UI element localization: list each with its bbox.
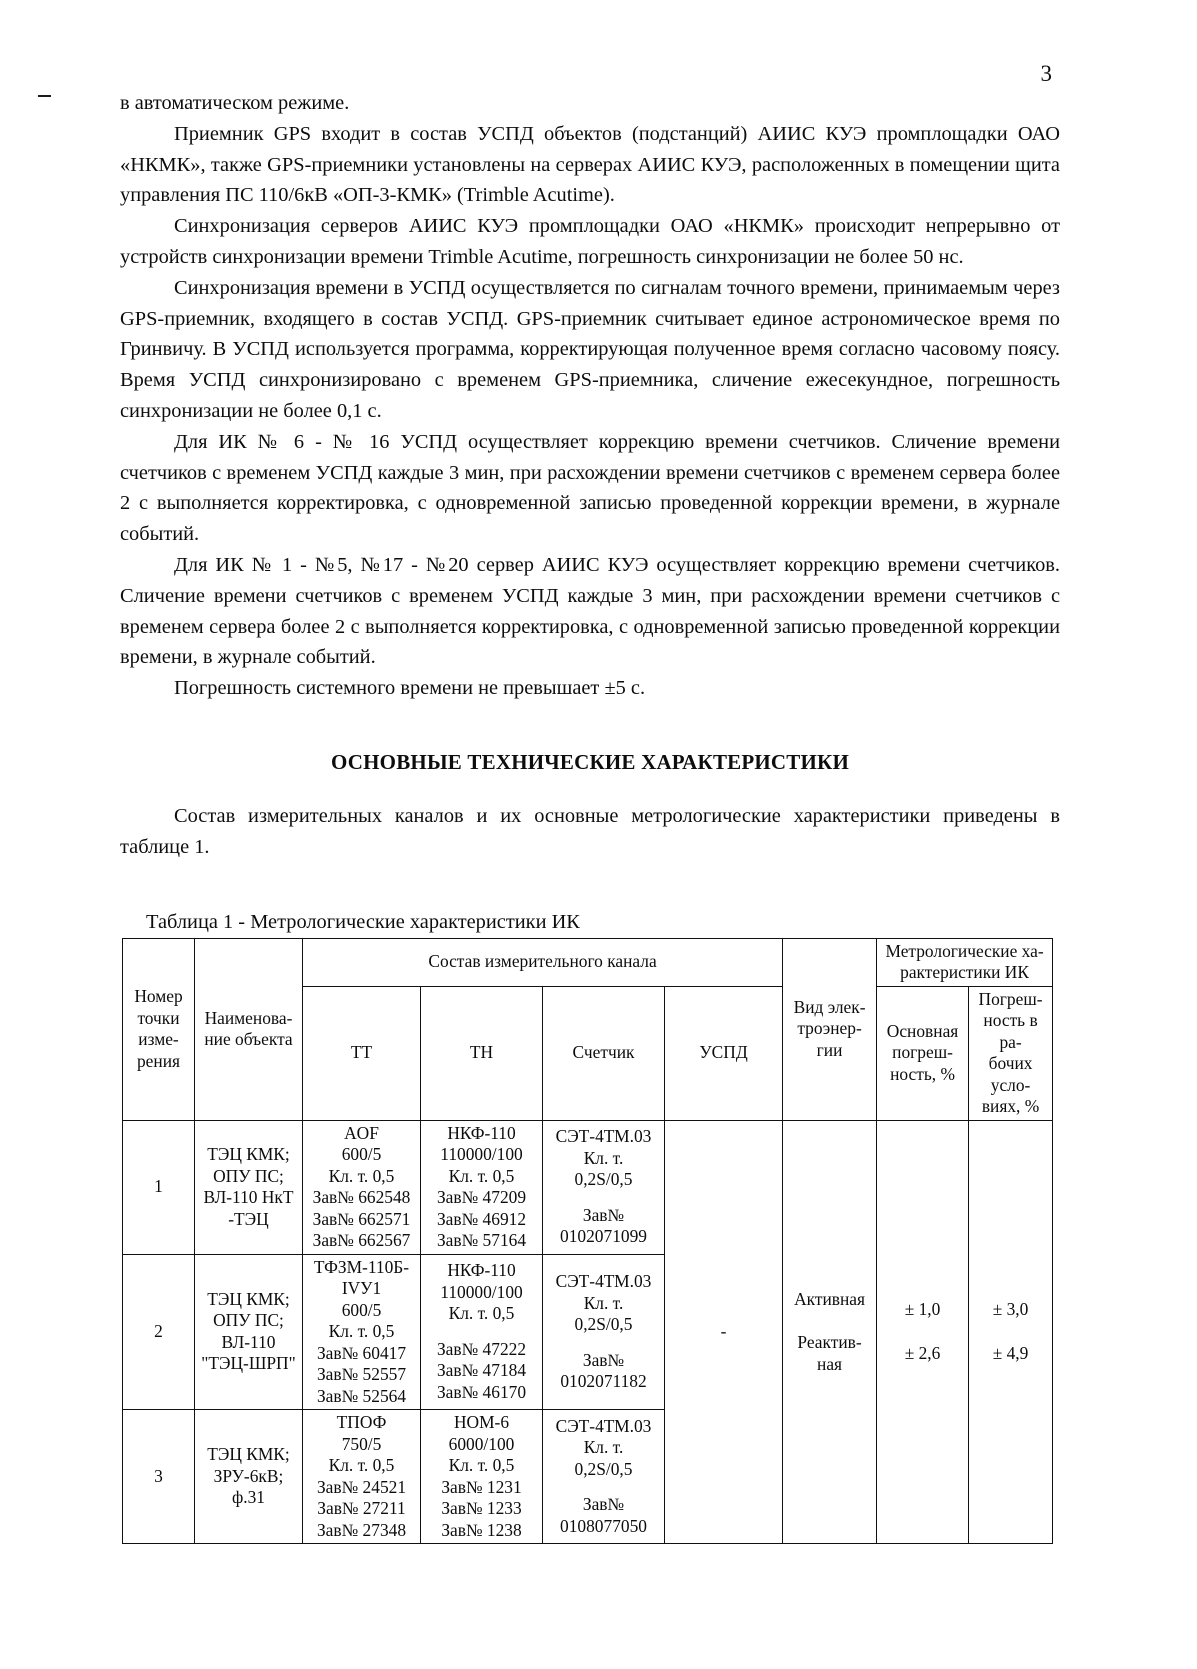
cell-meter — [543, 1120, 665, 1254]
cell-line: СЭТ-4ТМ.03 — [555, 1271, 652, 1292]
cell-working-conditions-error — [969, 1120, 1053, 1544]
energy-reactive-line: Реактив- — [797, 1332, 862, 1353]
header-line: Вид элек- — [793, 996, 866, 1017]
cell-line-serial: 0108077050 — [560, 1515, 647, 1536]
cell-object-name — [195, 1410, 303, 1544]
cell-line: Зав№ 47209 — [436, 1187, 527, 1208]
cell-line: СЭТ-4ТМ.03 — [555, 1415, 652, 1436]
cell-point-number: 2 — [123, 1254, 195, 1410]
cell-line: Кл. т. — [583, 1437, 624, 1458]
cell-tt — [303, 1254, 421, 1410]
header-line: Номер — [134, 986, 183, 1007]
cell-line: ВЛ-110 НкТ — [203, 1187, 294, 1208]
header-tt: ТТ — [303, 986, 421, 1120]
cell-line: ТЭЦ КМК; — [207, 1288, 290, 1309]
margin-tick-mark — [38, 95, 51, 97]
cell-line: ОПУ ПС; — [213, 1165, 284, 1186]
cell-spacer — [879, 1321, 966, 1343]
header-line: рения — [136, 1050, 181, 1071]
energy-reactive-line: ная — [817, 1353, 843, 1374]
cell-line: Зав№ 60417 — [316, 1342, 407, 1363]
cell-line: 110000/100 — [440, 1144, 523, 1165]
cell-line: Кл. т. 0,5 — [328, 1165, 395, 1186]
work-error-reactive: ± 4,9 — [992, 1342, 1029, 1363]
cell-object-name — [195, 1120, 303, 1254]
header-metrological-characteristics-group — [877, 938, 1053, 986]
header-uspd: УСПД — [665, 986, 783, 1120]
cell-line: 110000/100 — [440, 1281, 523, 1302]
section-heading: ОСНОВНЫЕ ТЕХНИЧЕСКИЕ ХАРАКТЕРИСТИКИ — [330, 749, 849, 774]
cell-line: НКФ-110 — [447, 1122, 516, 1143]
cell-line: AOF — [344, 1122, 379, 1143]
header-energy-type — [783, 938, 877, 1120]
cell-line: НОМ-6 — [453, 1412, 510, 1433]
paragraph-continuation: в автоматическом режиме. — [120, 92, 350, 114]
cell-line: 0,2S/0,5 — [574, 1169, 633, 1190]
cell-line: Зав№ 57164 — [436, 1230, 527, 1251]
header-line: виях, % — [981, 1096, 1040, 1117]
cell-line-serial-label: Зав№ — [582, 1204, 625, 1225]
cell-line: Зав№ 1238 — [441, 1519, 522, 1540]
paragraph-uspd-time-sync: Синхронизация времени в УСПД осуществляется по сигналам точного времени, принимаемым через GPS-приемник, входящего в состав УСПД. GPS-приемник считывает единое астрономическое время по Гринвичу. В УСПД используется программа, корректирующая полученное время согласно часовому поясу. Время УСПД синхронизировано с временем GPS-приемника, сличение ежесекундное, погрешность синхронизации не более 0,1 с. — [120, 276, 1060, 422]
cell-line: Зав№ 662548 — [312, 1187, 411, 1208]
cell-line: 0,2S/0,5 — [574, 1458, 633, 1479]
cell-line-serial-label: Зав№ — [582, 1494, 625, 1515]
cell-line: ОПУ ПС; — [213, 1310, 284, 1331]
cell-meter — [543, 1254, 665, 1410]
header-line: погреш- — [892, 1042, 953, 1063]
cell-line: Зав№ 662571 — [312, 1208, 411, 1229]
cell-line: Кл. т. 0,5 — [448, 1455, 515, 1476]
table-header-row-1 — [123, 938, 1053, 986]
cell-line: IVУ1 — [341, 1278, 382, 1299]
header-main-error — [877, 986, 969, 1120]
cell-line: Зав№ 1231 — [441, 1476, 522, 1497]
header-line: Метрологические ха- — [885, 940, 1044, 961]
main-error-reactive: ± 2,6 — [904, 1342, 941, 1363]
cell-line: Кл. т. 0,5 — [328, 1455, 395, 1476]
cell-line: Кл. т. — [583, 1147, 624, 1168]
cell-spacer — [545, 1336, 662, 1350]
cell-line: ТФЗМ-110Б- — [313, 1256, 410, 1277]
cell-spacer — [545, 1480, 662, 1494]
paragraph-system-time-error: Погрешность системного времени не превышает ±5 с. — [174, 677, 646, 700]
page-number: 3 — [1040, 61, 1052, 86]
cell-spacer — [423, 1325, 540, 1339]
cell-line: СЭТ-4ТМ.03 — [555, 1126, 652, 1147]
cell-spacer — [545, 1191, 662, 1205]
header-line: точки — [137, 1007, 180, 1028]
cell-line: Зав№ 27348 — [316, 1519, 407, 1540]
header-line: Основная — [886, 1020, 959, 1041]
metrological-characteristics-table — [122, 938, 1053, 1545]
main-error-active: ± 1,0 — [904, 1299, 941, 1320]
cell-tn — [421, 1120, 543, 1254]
cell-energy-type — [783, 1120, 877, 1544]
cell-line: ТЭЦ КМК; — [207, 1144, 290, 1165]
header-line: изме- — [138, 1029, 179, 1050]
cell-line: 750/5 — [341, 1433, 382, 1454]
cell-main-error — [877, 1120, 969, 1544]
header-object-name — [195, 938, 303, 1120]
cell-line: 600/5 — [341, 1299, 382, 1320]
cell-spacer — [971, 1321, 1050, 1343]
cell-point-number: 1 — [123, 1120, 195, 1254]
cell-line: ТЭЦ КМК; — [207, 1444, 290, 1465]
spacer — [120, 863, 1060, 909]
cell-line: Кл. т. 0,5 — [448, 1165, 515, 1186]
header-line: троэнер- — [797, 1018, 862, 1039]
cell-line-serial: 0102071182 — [560, 1371, 647, 1392]
header-line: ность, % — [890, 1063, 955, 1084]
header-channel-composition-group: Состав измерительного канала — [303, 938, 783, 986]
cell-line: 600/5 — [341, 1144, 382, 1165]
cell-line: Зав№ 52557 — [316, 1364, 407, 1385]
paragraph-ik-6-16: Для ИК № 6 - № 16 УСПД осуществляет коррекцию времени счетчиков. Сличение времени счетчиков с временем УСПД каждые 3 мин, при расхождении времени счетчиков с временем сервера более 2 с выполняется корректировка, с одновременной записью проведенной коррекции времени, в журнале событий. — [120, 430, 1060, 546]
cell-spacer — [785, 1310, 874, 1332]
cell-line: Кл. т. 0,5 — [448, 1303, 515, 1324]
spacer — [120, 775, 1060, 801]
cell-uspd: - — [665, 1120, 783, 1544]
cell-line: Зав№ 1233 — [441, 1498, 522, 1519]
cell-line-serial-label: Зав№ — [582, 1349, 625, 1370]
cell-line: "ТЭЦ-ШРП" — [201, 1353, 296, 1374]
cell-line: 6000/100 — [448, 1433, 515, 1454]
cell-line: ВЛ-110 — [221, 1331, 276, 1352]
page-content — [120, 88, 1060, 1544]
cell-line: Зав№ 47222 — [436, 1338, 527, 1359]
table-row — [123, 1120, 1053, 1254]
cell-line: Зав№ 46912 — [436, 1208, 527, 1229]
table-caption: Таблица 1 - Метрологические характеристики ИК — [146, 910, 580, 933]
cell-line: Зав№ 46170 — [436, 1381, 527, 1402]
header-line: гии — [816, 1039, 843, 1060]
work-error-active: ± 3,0 — [992, 1299, 1029, 1320]
header-meter: Счетчик — [543, 986, 665, 1120]
cell-line: НКФ-110 — [447, 1260, 516, 1281]
header-line: ность в ра- — [983, 1010, 1038, 1052]
cell-tt — [303, 1120, 421, 1254]
cell-line: Кл. т. — [583, 1292, 624, 1313]
cell-line-serial: 0102071099 — [560, 1226, 647, 1247]
cell-tn — [421, 1410, 543, 1544]
cell-tn — [421, 1254, 543, 1410]
header-measurement-point-number — [123, 938, 195, 1120]
energy-active: Активная — [794, 1288, 865, 1309]
cell-line: ТПОФ — [336, 1412, 387, 1433]
cell-line: ЗРУ-6кВ; — [213, 1465, 284, 1486]
cell-line: Зав№ 27211 — [317, 1498, 406, 1519]
header-working-conditions-error — [969, 986, 1053, 1120]
header-line: Погреш- — [978, 988, 1043, 1009]
header-line: бочих усло- — [988, 1053, 1033, 1095]
cell-line: Кл. т. 0,5 — [328, 1321, 395, 1342]
cell-object-name — [195, 1254, 303, 1410]
cell-tt — [303, 1410, 421, 1544]
spacer — [120, 704, 1060, 750]
cell-line: 0,2S/0,5 — [574, 1314, 633, 1335]
header-line: рактеристики ИК — [900, 962, 1029, 983]
paragraph-ik-1-20: Для ИК № 1 - №5, №17 - №20 сервер АИИС КУЭ осуществляет коррекцию времени счетчиков. Сличение времени счетчиков с временем УСПД каждые 3 мин, при расхождении времени счетчиков с временем сервера более 2 с выполняется корректировка, с одновременной записью проведенной коррекции времени, в журнале событий. — [120, 553, 1060, 669]
cell-line: ф.31 — [231, 1487, 265, 1508]
cell-line: Зав№ 24521 — [316, 1476, 407, 1497]
paragraph-server-sync: Синхронизация серверов АИИС КУЭ промплощадки ОАО «НКМК» происходит непрерывно от устройств синхронизации времени Trimble Acutime, погрешность синхронизации не более 50 нс. — [120, 215, 1060, 268]
cell-meter — [543, 1410, 665, 1544]
cell-line: -ТЭЦ — [228, 1208, 269, 1229]
paragraph-gps-receiver: Приемник GPS входит в состав УСПД объектов (подстанций) АИИС КУЭ промплощадки ОАО «НКМК», также GPS-приемники установлены на серверах АИИС КУЭ, расположенных в помещении щита управления ПС 110/6кВ «ОП-3-КМК» (Trimble Acutime). — [120, 122, 1060, 207]
header-line: Наименова- — [204, 1007, 293, 1028]
cell-line: Зав№ 47184 — [436, 1360, 527, 1381]
cell-line: Зав№ 662567 — [312, 1230, 411, 1251]
header-tn: ТН — [421, 986, 543, 1120]
cell-point-number: 3 — [123, 1410, 195, 1544]
paragraph-table-intro: Состав измерительных каналов и их основные метрологические характеристики приведены в таблице 1. — [120, 804, 1060, 858]
header-line: ние объекта — [204, 1029, 293, 1050]
cell-line: Зав№ 52564 — [316, 1385, 407, 1406]
